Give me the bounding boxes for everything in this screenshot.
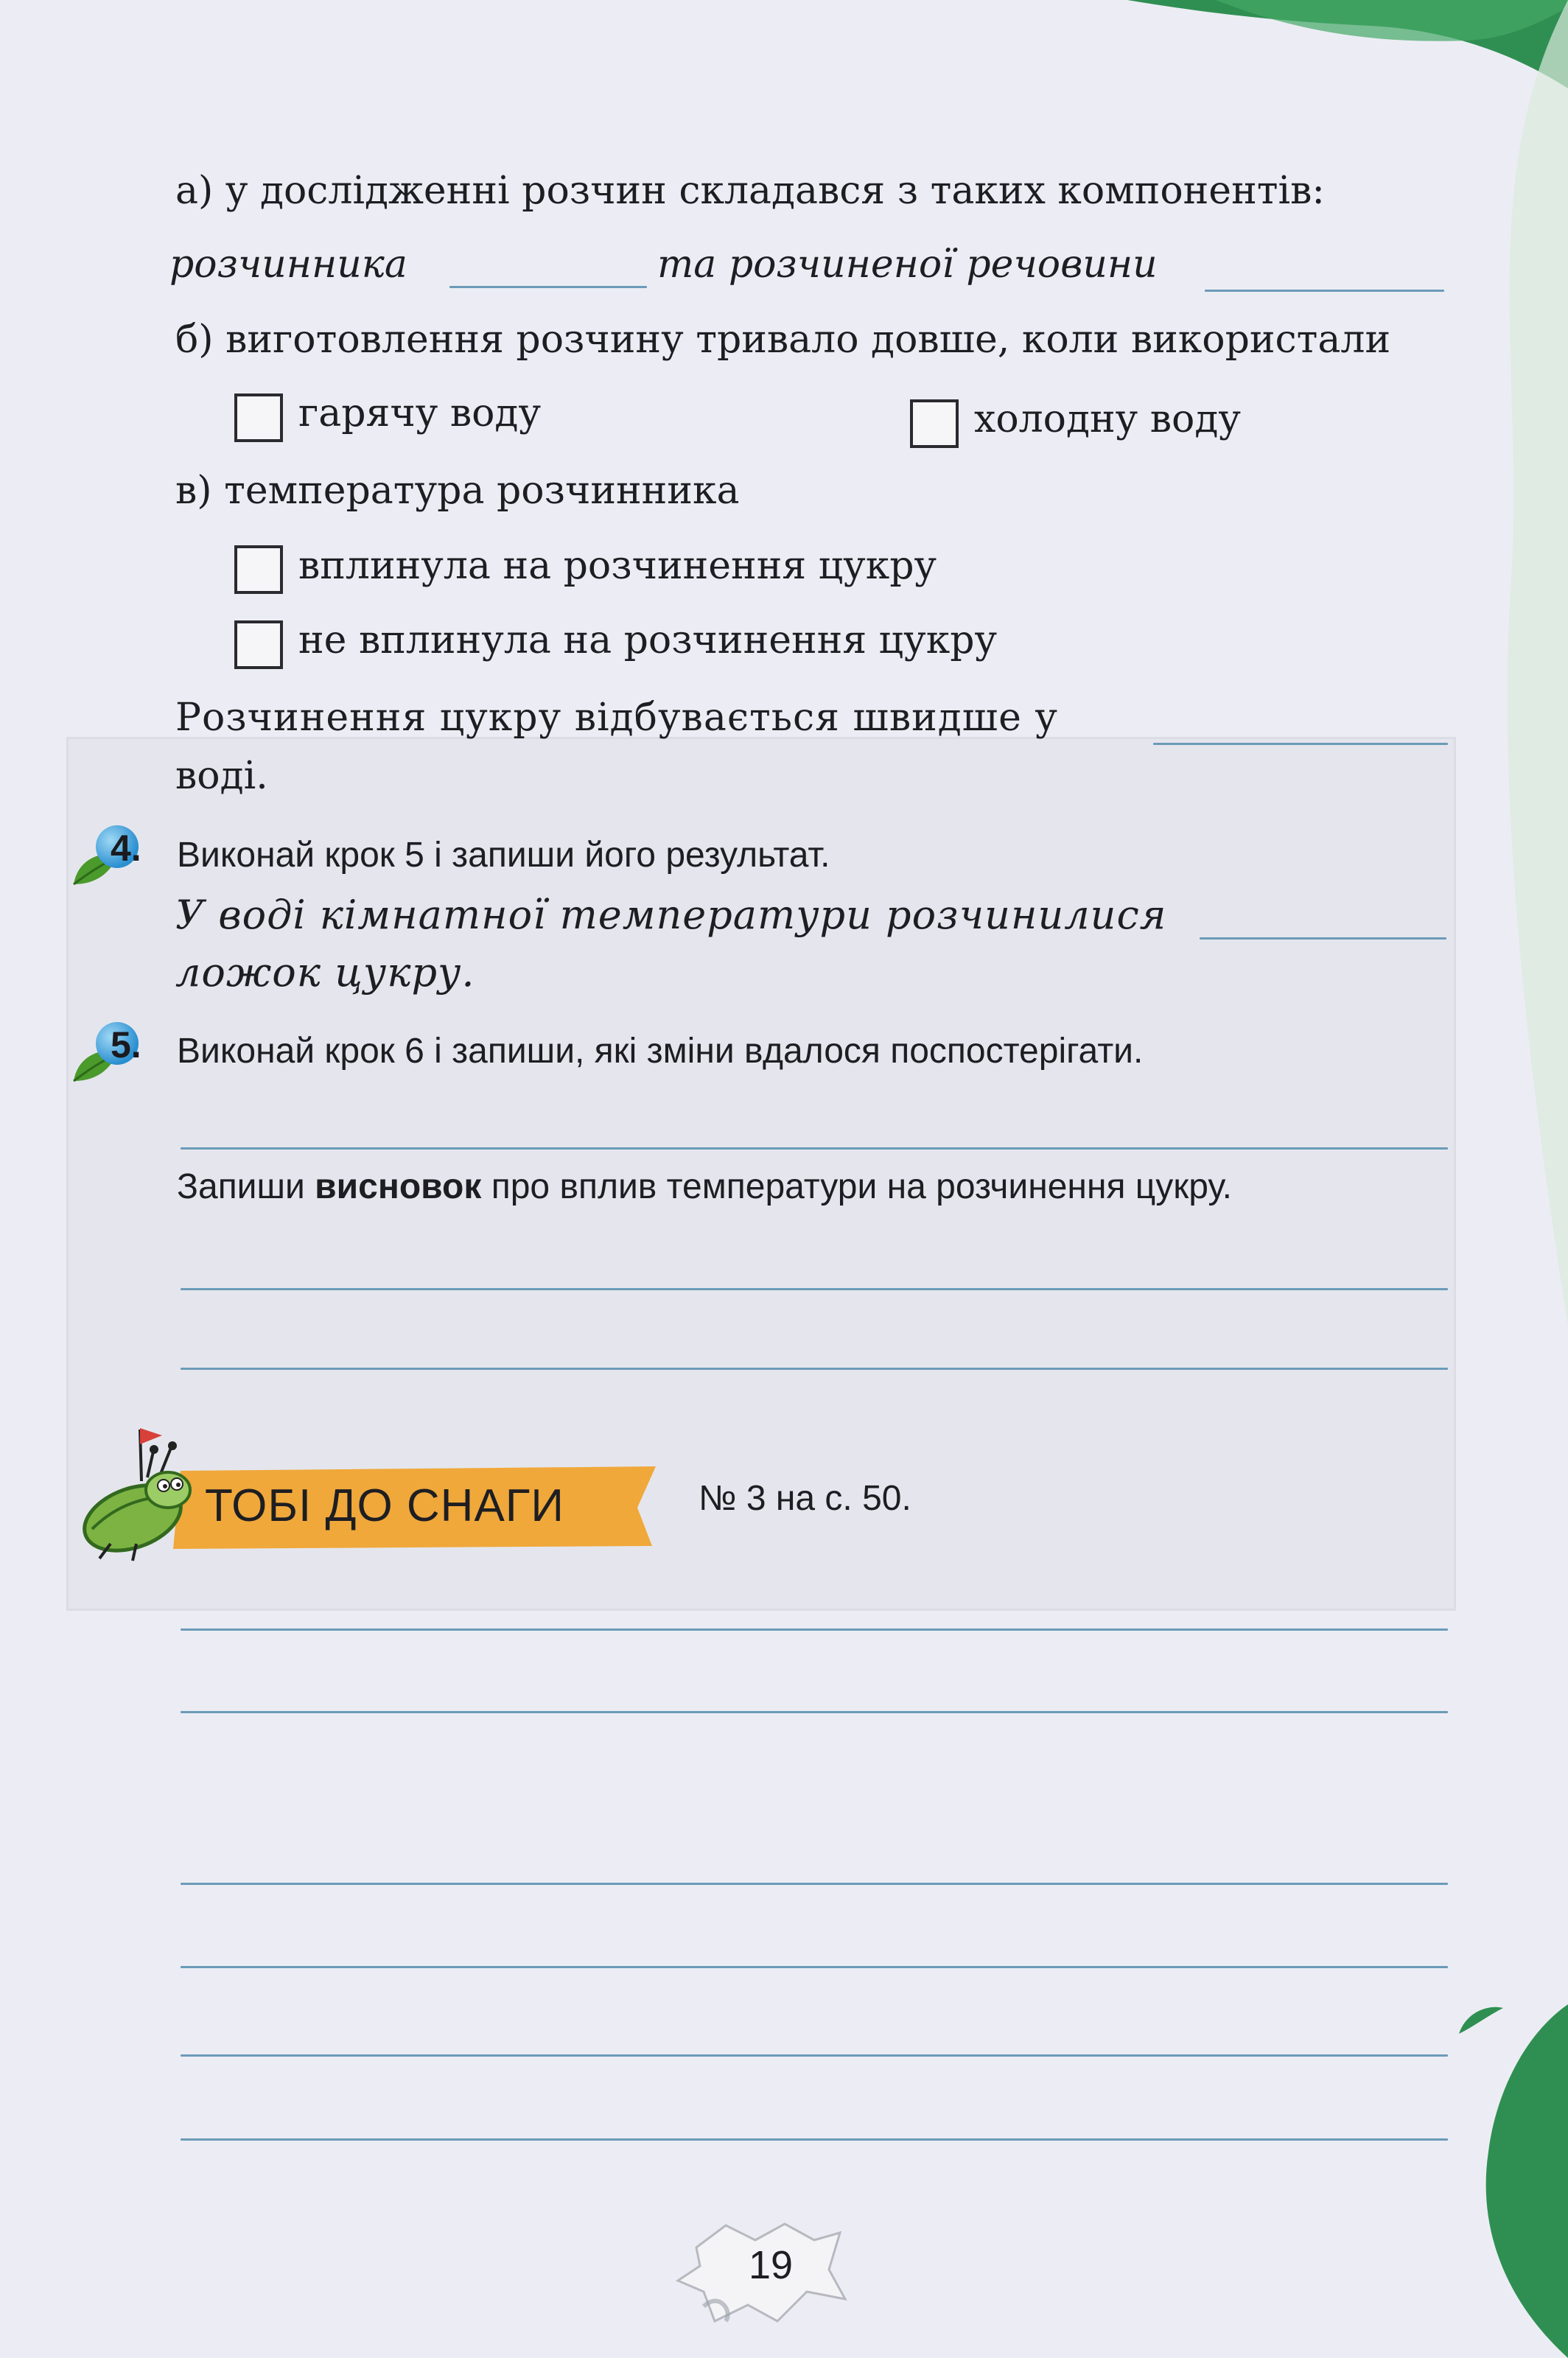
task-4-number: 4. [111,828,141,869]
homework-answer-line[interactable] [181,2054,1448,2057]
option-cold-water-label: холодну воду [974,397,1241,441]
option-hot-water-label: гарячу воду [298,391,542,435]
question-a-text: а) у дослідженні розчин складався з таких компонентів: [175,169,1325,213]
homework-answer-line[interactable] [181,1628,1448,1631]
solute-label: та розчиненої речовини [657,242,1158,287]
solvent-answer-line[interactable] [449,286,647,288]
bottom-right-green-decoration [1444,2004,1568,2358]
conclusion-answer-line[interactable] [181,1368,1448,1370]
task-5-instruction: Виконай крок 6 і запиши, які зміни вдалося поспостерігати. [177,1032,1144,1071]
checkbox-not-affected[interactable] [234,620,283,669]
dissolution-sentence-tail: воді. [175,754,268,798]
water-temperature-answer-line[interactable] [1153,743,1448,745]
conclusion-answer-line[interactable] [181,1288,1448,1290]
checkbox-affected[interactable] [234,545,283,594]
checkbox-hot-water[interactable] [234,393,283,442]
task-4-instruction: Виконай крок 5 і запиши його результат. [177,836,830,875]
task-4-answer-text: У воді кімнатної температури розчинилися [175,892,1167,938]
homework-answer-line[interactable] [181,2138,1448,2141]
option-affected-label: вплинула на розчинення цукру [298,544,937,588]
conclusion-instruction [177,1166,1232,1208]
option-not-affected-label: не вплинула на розчинення цукру [298,618,998,662]
banner-label: ТОБІ ДО СНАГИ [205,1480,564,1531]
solute-answer-line[interactable] [1205,290,1444,292]
task-5-number: 5. [111,1024,141,1066]
beetle-mascot-icon [74,1415,206,1562]
task-4-answer-tail: ложок цукру. [175,949,475,996]
spoons-count-answer-line[interactable] [1200,937,1446,940]
conclusion-bold-word: висновок [315,1167,482,1206]
conclusion-suffix: про вплив температури на розчинення цукру. [481,1167,1232,1206]
homework-answer-line[interactable] [181,1711,1448,1713]
checkbox-cold-water[interactable] [910,399,959,448]
conclusion-prefix: Запиши [177,1167,315,1206]
page-number: 19 [749,2243,794,2287]
solvent-label: розчинника [169,242,407,287]
homework-answer-line[interactable] [181,1883,1448,1885]
question-b-text: б) виготовлення розчину тривало довше, коли використали [175,318,1391,362]
task-5-answer-line[interactable] [181,1147,1448,1150]
dissolution-sentence: Розчинення цукру відбувається швидше у [175,696,1059,740]
question-v-text: в) температура розчинника [175,469,740,513]
banner-reference: № 3 на с. 50. [699,1479,911,1518]
homework-answer-line[interactable] [181,1966,1448,1968]
